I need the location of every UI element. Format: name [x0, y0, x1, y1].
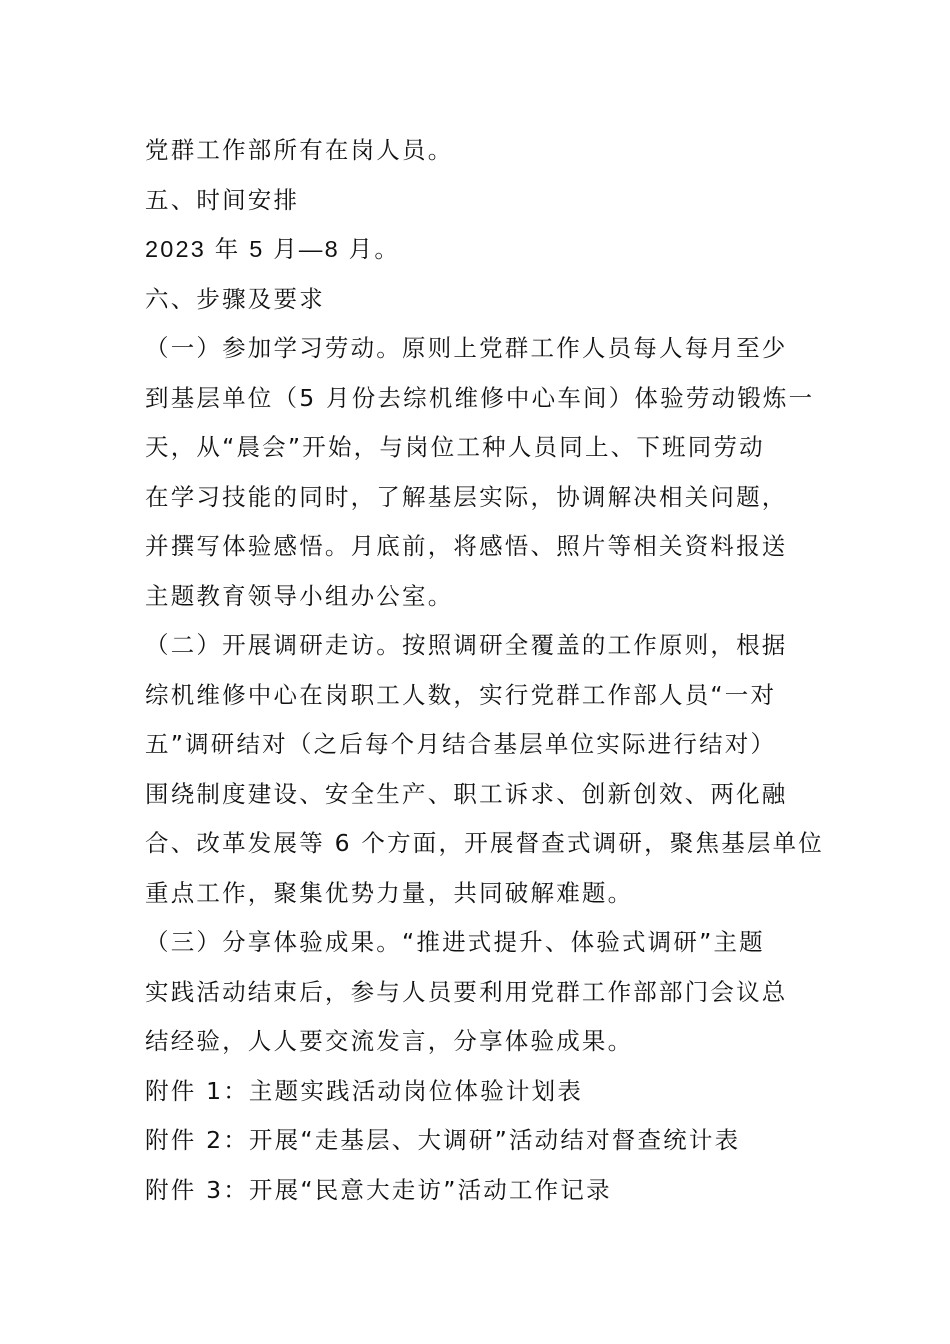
- text-line: （二）开展调研走访。按照调研全覆盖的工作原则，根据: [145, 631, 788, 659]
- text-line: 五”调研结对（之后每个月结合基层单位实际进行结对）: [145, 730, 777, 758]
- text-line: 重点工作，聚集优势力量，共同破解难题。: [145, 878, 634, 907]
- text-line: 主题教育领导小组办公室。: [145, 581, 454, 610]
- text-line: 2023 年 5 月—8 月。: [145, 236, 401, 262]
- text-line: 天，从“晨会”开始，与岗位工种人员同上、下班同劳动: [145, 433, 765, 461]
- text-line: 党群工作部所有在岗人员。: [145, 136, 454, 164]
- text-line: 综机维修中心在岗职工人数，实行党群工作部人员“一对: [145, 680, 777, 709]
- text-line: 到基层单位（5 月份去综机维修中心车间）体验劳动锻炼一: [145, 383, 815, 412]
- text-line: 围绕制度建设、安全生产、职工诉求、创新创效、两化融: [145, 779, 788, 808]
- attachment-3: 附件 3：开展“民意大走访”活动工作记录: [145, 1175, 612, 1204]
- section-heading-steps-requirements: 六、步骤及要求: [145, 284, 325, 313]
- text-line: 并撰写体验感悟。月底前，将感悟、照片等相关资料报送: [145, 532, 788, 560]
- text-line: 结经验，人人要交流发言，分享体验成果。: [145, 1027, 634, 1055]
- text-line: 合、改革发展等 6 个方面，开展督查式调研，聚焦基层单位: [145, 829, 824, 857]
- text-line: （一）参加学习劳动。原则上党群工作人员每人每月至少: [145, 334, 788, 362]
- text-line: （三）分享体验成果。“推进式提升、体验式调研”主题: [145, 928, 765, 956]
- text-line: 实践活动结束后，参与人员要利用党群工作部部门会议总: [145, 977, 788, 1006]
- text-line: 在学习技能的同时，了解基层实际，协调解决相关问题，: [145, 482, 788, 511]
- attachment-1: 附件 1：主题实践活动岗位体验计划表: [145, 1076, 584, 1105]
- document-body: [145, 126, 824, 1215]
- section-heading-time-schedule: 五、时间安排: [145, 185, 300, 214]
- attachment-2: 附件 2：开展“走基层、大调研”活动结对督查统计表: [145, 1126, 741, 1154]
